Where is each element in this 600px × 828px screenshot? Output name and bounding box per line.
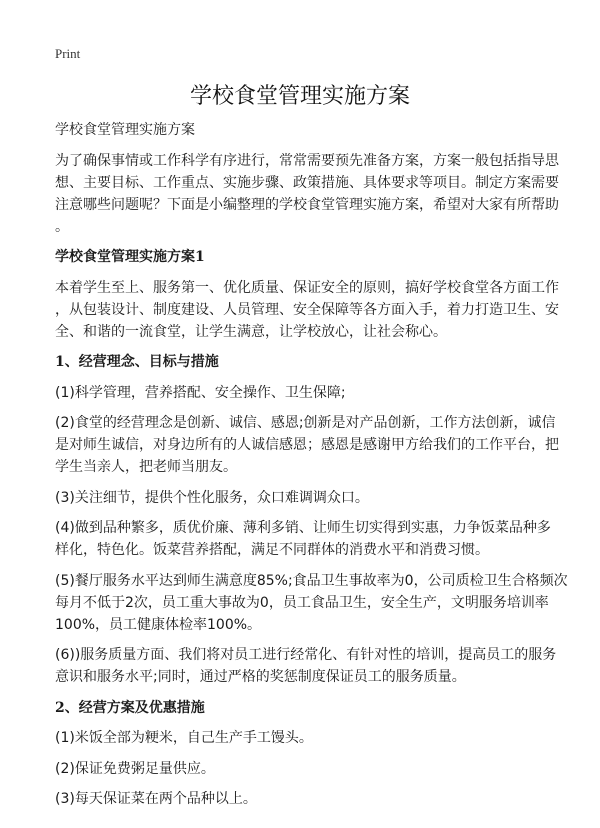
text-line: 学校食堂管理实施方案 — [55, 122, 195, 138]
text-line: 意识和服务水平;同时，通过严格的奖惩制度保证员工的服务质量。 — [55, 669, 466, 685]
paragraph — [55, 644, 555, 688]
paragraph — [55, 517, 555, 561]
paragraph — [55, 412, 559, 478]
paragraph — [55, 788, 555, 810]
paragraph — [55, 758, 555, 780]
text-line: 样化，特色化。饭菜营养搭配，满足不同群体的消费水平和消费习惯。 — [55, 542, 489, 558]
text-line: 2、经营方案及优惠措施 — [55, 699, 205, 716]
section-heading — [55, 697, 555, 719]
section-heading — [55, 246, 555, 268]
text-line: ，从包装设计、制度建设、人员管理、安全保障等各方面入手，着力打造卫生、安 — [55, 301, 559, 318]
text-line: (1)米饭全部为粳米，自己生产手工馒头。 — [55, 730, 313, 746]
paragraph — [55, 150, 559, 238]
text-line: 。 — [55, 218, 69, 235]
text-line: 注意哪些问题呢？下面是小编整理的学校食堂管理实施方案，希望对大家有所帮助 — [55, 196, 559, 213]
text-line: 学生当亲人，把老师当朋友。 — [55, 459, 237, 475]
page-title: 学校食堂管理实施方案 — [189, 84, 410, 109]
text-line: 本着学生至上、服务第一、优化质量、保证安全的原则，搞好学校食堂各方面工作 — [55, 279, 559, 296]
text-line: 100%，员工健康体检率100%。 — [55, 616, 262, 633]
text-line: (1)科学管理，营养搭配、安全操作、卫生保障; — [55, 384, 346, 401]
text-line: (2)保证免费粥足量供应。 — [55, 760, 215, 777]
text-line: 想、主要目标、工作重点、实施步骤、政策措施、具体要求等项目。制定方案需要 — [55, 174, 559, 191]
paragraph — [55, 570, 568, 636]
print-link[interactable]: Print — [55, 46, 81, 61]
text-line: 全、和谐的一流食堂，让学生满意，让学校放心，让社会称心。 — [55, 323, 447, 340]
paragraph — [55, 277, 559, 343]
text-line: (6))服务质量方面、我们将对员工进行经常化、有针对性的培训，提高员工的服务 — [55, 647, 557, 663]
text-line: (5)餐厅服务水平达到师生满意度85%;食品卫生事故率为0，公司质检卫生合格频次 — [55, 572, 568, 589]
text-line: (3)关注细节，提供个性化服务，众口难调调众口。 — [55, 489, 369, 506]
text-line: 1、经营理念、目标与措施 — [55, 354, 219, 370]
paragraph — [55, 382, 555, 404]
paragraph — [55, 487, 555, 509]
text-line: (2)食堂的经营理念是创新、诚信、感恩;创新是对产品创新，工作方法创新，诚信 — [55, 415, 556, 431]
text-line: 为了确保事情或工作科学有序进行，常常需要预先准备方案，方案一般包括指导思 — [55, 152, 559, 169]
text-line: 是对师生诚信，对身边所有的人诚信感恩；感恩是感谢甲方给我们的工作平台，把 — [55, 437, 559, 453]
paragraph — [55, 727, 555, 749]
text-line: (4)做到品种繁多，质优价廉、薄利多销、让师生切实得到实惠，力争饭菜品种多 — [55, 520, 551, 536]
text-line: (3)每天保证菜在两个品种以上。 — [55, 791, 257, 807]
document-body — [55, 119, 568, 819]
text-line: 每月不低于2次，员工重大事故为0，员工食品卫生，安全生产，文明服务培训率 — [55, 594, 549, 611]
section-heading — [55, 351, 555, 373]
text-line: 学校食堂管理实施方案1 — [55, 249, 205, 265]
paragraph — [55, 119, 555, 141]
